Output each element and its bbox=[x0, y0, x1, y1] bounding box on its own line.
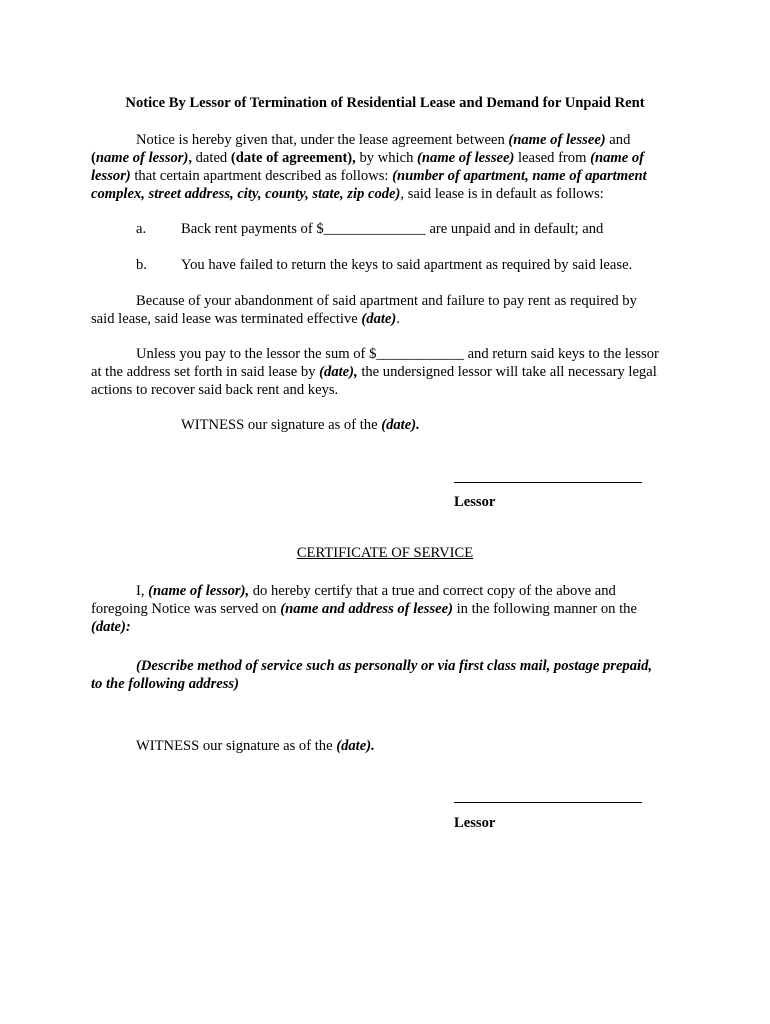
para2-line1: Because of your abandonment of said apartment and failure to pay rent as required by bbox=[136, 293, 637, 309]
certificate-heading: CERTIFICATE OF SERVICE bbox=[296, 545, 474, 561]
para4-line3: (date): bbox=[91, 619, 131, 635]
signature-line-2 bbox=[454, 802, 642, 803]
para1-line2: (name of lessor), dated (date of agreement), by which (name of lessee) leased from (name of bbox=[91, 150, 645, 166]
witness-line-1: WITNESS our signature as of the (date). bbox=[181, 417, 420, 433]
para1-line4: complex, street address, city, county, state, zip code), said lease is in default as follows: bbox=[91, 186, 604, 202]
signature-label-2: Lessor bbox=[454, 815, 496, 831]
para1-line3: lessor) that certain apartment described as follows: (number of apartment, name of apartment bbox=[91, 168, 647, 184]
item-b-marker: b. bbox=[136, 257, 147, 273]
para3-line1: Unless you pay to the lessor the sum of $____________ and return said keys to the lessor bbox=[136, 346, 659, 362]
item-a-text: Back rent payments of $______________ are unpaid and in default; and bbox=[181, 221, 604, 237]
para5-line1: (Describe method of service such as personally or via first class mail, postage prepaid, bbox=[136, 658, 653, 674]
signature-label-1: Lessor bbox=[454, 494, 496, 510]
signature-line-1 bbox=[454, 482, 642, 483]
para4-line1: I, (name of lessor), do hereby certify that a true and correct copy of the above and bbox=[136, 583, 616, 599]
page-title: Notice By Lessor of Termination of Residential Lease and Demand for Unpaid Rent bbox=[125, 95, 645, 111]
item-b-text: You have failed to return the keys to said apartment as required by said lease. bbox=[181, 257, 633, 273]
para3-line2: at the address set forth in said lease by (date), the undersigned lessor will take all necessary legal bbox=[91, 364, 657, 380]
para1-line1: Notice is hereby given that, under the lease agreement between (name of lessee) and bbox=[136, 132, 631, 148]
item-a-marker: a. bbox=[136, 221, 147, 237]
para3-line3: actions to recover said back rent and keys. bbox=[91, 382, 339, 398]
para2-line2: said lease, said lease was terminated effective (date). bbox=[91, 311, 400, 327]
witness-line-2: WITNESS our signature as of the (date). bbox=[136, 738, 375, 754]
para5-line2: to the following address) bbox=[91, 676, 239, 692]
para4-line2: foregoing Notice was served on (name and address of lessee) in the following manner on the bbox=[91, 601, 637, 617]
